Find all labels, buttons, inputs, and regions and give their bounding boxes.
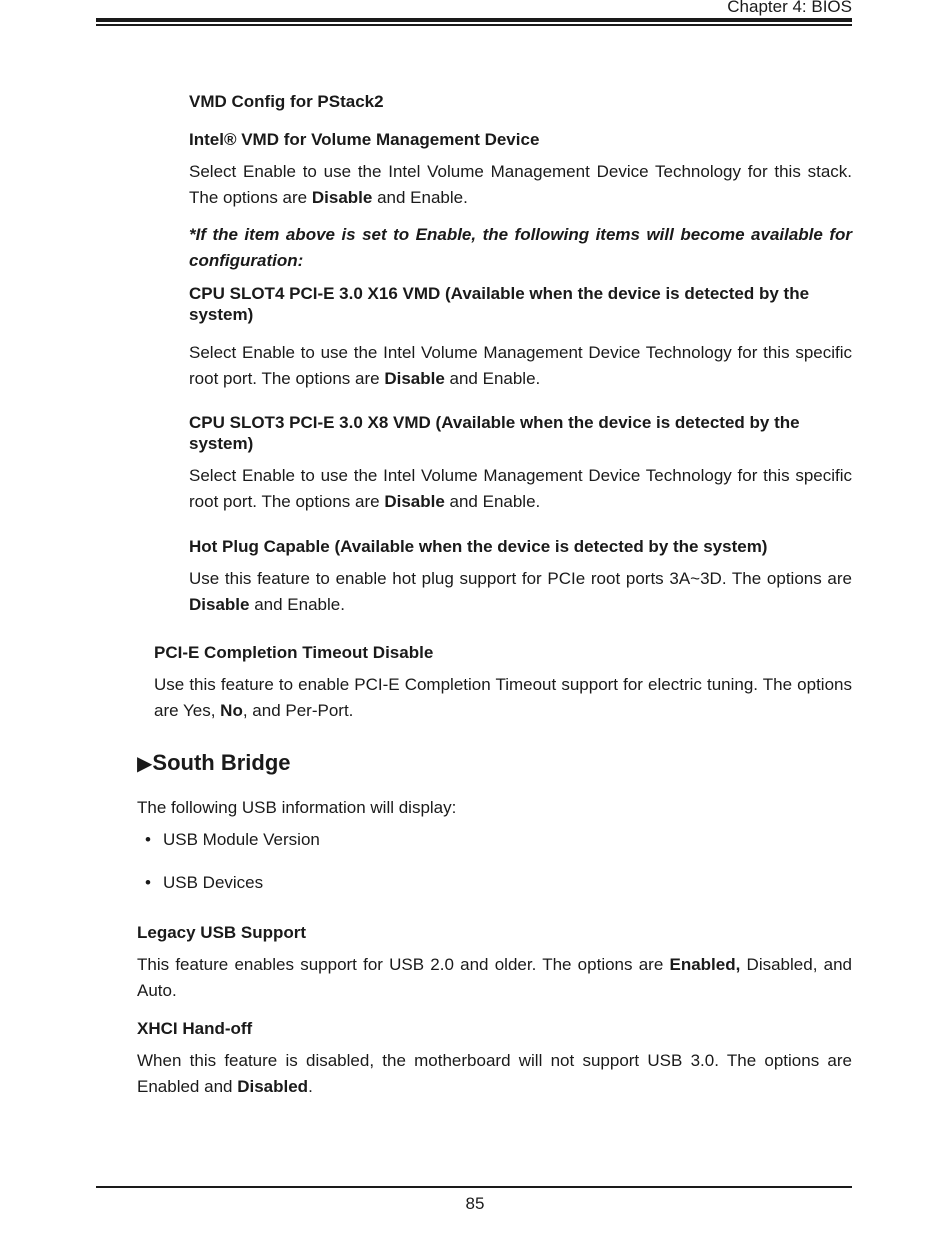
pcie-timeout-desc: Use this feature to enable PCI-E Completion Timeout support for electric tuning. The options are Yes, No, and Per-Port. xyxy=(154,675,852,720)
slot3-heading: CPU SLOT3 PCI-E 3.0 X8 VMD (Available when the device is detected by the system) xyxy=(189,413,800,453)
slot4-desc: Select Enable to use the Intel Volume Management Device Technology for this specific root port. The options are Disable and Enable. xyxy=(189,343,852,388)
slot4-heading: CPU SLOT4 PCI-E 3.0 X16 VMD (Available when the device is detected by the system) xyxy=(189,284,810,324)
page-number: 85 xyxy=(465,1194,485,1213)
header-rule-thick xyxy=(96,18,852,22)
vmd-note: *If the item above is set to Enable, the following items will become available for configuration: xyxy=(189,225,852,270)
vmd-config-title: VMD Config for PStack2 xyxy=(189,92,384,111)
bullet-dot-icon: • xyxy=(145,873,151,892)
legacy-usb-desc: This feature enables support for USB 2.0 and older. The options are Enabled, Disabled, and Auto. xyxy=(137,955,852,1000)
footer-rule xyxy=(96,1186,852,1188)
triangle-right-icon: ▶ xyxy=(137,753,153,775)
usb-intro: The following USB information will display: xyxy=(137,798,457,817)
xhci-desc: When this feature is disabled, the motherboard will not support USB 3.0. The options are Enabled and Disabled. xyxy=(137,1051,852,1096)
slot3-desc: Select Enable to use the Intel Volume Management Device Technology for this specific root port. The options are Disable and Enable. xyxy=(189,466,852,511)
chapter-header: Chapter 4: BIOS xyxy=(727,0,852,16)
legacy-usb-heading: Legacy USB Support xyxy=(137,923,307,942)
list-item: USB Module Version xyxy=(163,830,320,849)
intel-vmd-desc: Select Enable to use the Intel Volume Management Device Technology for this stack. The options are Disable and Enable. xyxy=(189,162,852,207)
hotplug-heading: Hot Plug Capable (Available when the device is detected by the system) xyxy=(189,537,768,556)
intel-vmd-heading: Intel® VMD for Volume Management Device xyxy=(189,130,540,149)
header-rule-thin xyxy=(96,24,852,26)
bullet-dot-icon: • xyxy=(145,830,151,849)
hotplug-desc: Use this feature to enable hot plug support for PCIe root ports 3A~3D. The options are Disable and Enable. xyxy=(189,569,852,614)
south-bridge-heading: ▶South Bridge xyxy=(137,750,291,775)
xhci-heading: XHCI Hand-off xyxy=(137,1019,253,1038)
pcie-timeout-heading: PCI-E Completion Timeout Disable xyxy=(154,643,434,662)
list-item: USB Devices xyxy=(163,873,264,892)
